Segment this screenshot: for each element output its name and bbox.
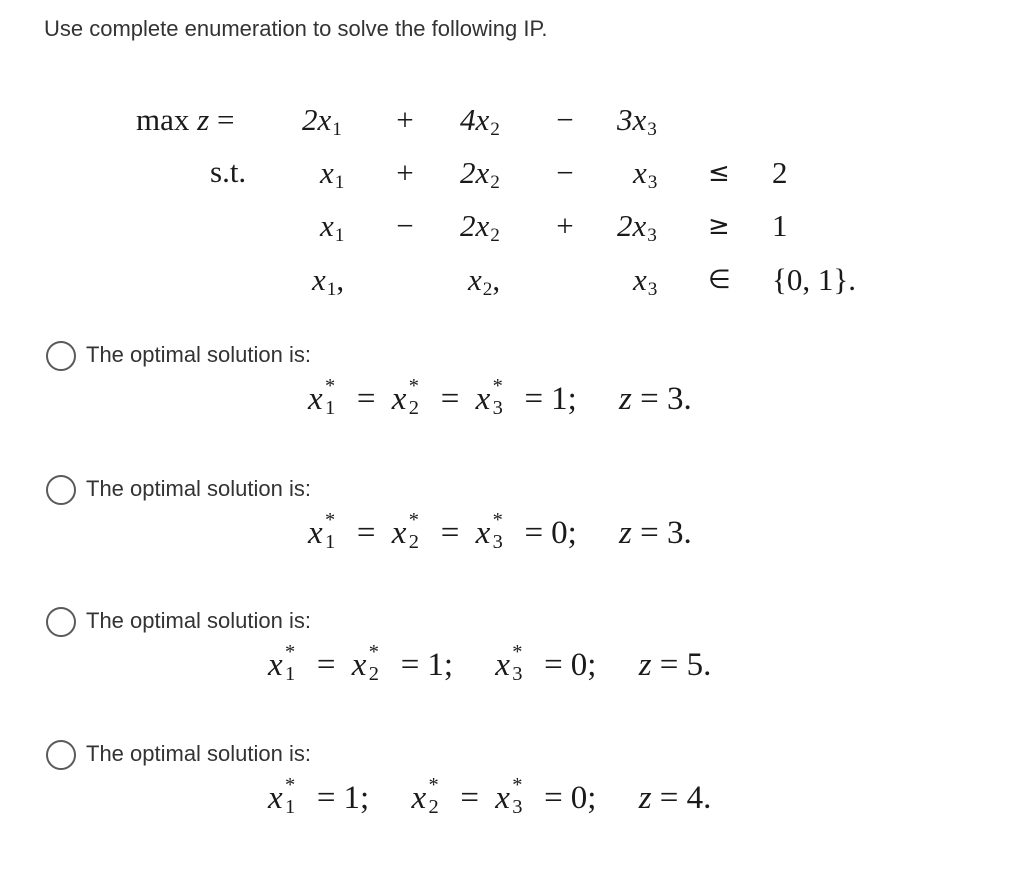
c2-op-2: + [556, 208, 574, 243]
objective-term-3: $3x_3$ [617, 102, 657, 141]
option-4-label: The optimal solution is: [86, 741, 311, 766]
c2-op-1: − [396, 208, 414, 243]
option-2-solution: x * 1 = x * 2 = x * 3 = 0; z = 3. [308, 509, 692, 553]
objective-term-2: $4x_2$ [460, 102, 500, 141]
domain-var-2: $x_2$, [468, 262, 501, 301]
option-4-solution: x * 1 = 1; x * 2 = x * 3 = 0; z = 4. [268, 774, 712, 818]
c2-relation: ≥ [708, 211, 730, 241]
domain-var-1: $x_1$, [312, 262, 345, 301]
domain-var-3: $x_3$ [633, 262, 658, 301]
c2-term-2: $2x_2$ [460, 208, 500, 247]
c2-term-3: $2x_3$ [617, 208, 657, 247]
answer-option-4[interactable] [44, 740, 944, 850]
c1-op-1: + [396, 155, 414, 190]
c1-op-2: − [556, 155, 574, 190]
answer-option-2[interactable] [44, 475, 944, 585]
c1-term-3: $x_3$ [633, 155, 658, 194]
option-2-label: The optimal solution is: [86, 476, 311, 501]
objective-op-1: + [396, 102, 414, 137]
subject-to-label: s.t. [210, 154, 247, 189]
answer-option-3[interactable] [44, 607, 944, 717]
answer-option-1[interactable] [44, 341, 944, 451]
domain-set: {0, 1}. [772, 262, 857, 297]
c1-term-2: $2x_2$ [460, 155, 500, 194]
c1-rhs: 2 [772, 155, 788, 190]
objective-term-1: $2x_1$ [302, 102, 342, 141]
c1-term-1: $x_1$ [320, 155, 345, 194]
option-1-radio[interactable] [46, 341, 76, 371]
option-1-label: The optimal solution is: [86, 342, 311, 367]
option-3-radio[interactable] [46, 607, 76, 637]
option-3-solution: x * 1 = x * 2 = 1; x * 3 = 0; z = 5. [268, 641, 712, 685]
option-2-radio[interactable] [46, 475, 76, 505]
objective-label: max z = [136, 102, 235, 137]
domain-relation: ∈ [708, 265, 731, 295]
c2-rhs: 1 [772, 208, 788, 243]
question-prompt: Use complete enumeration to solve the following IP. [44, 16, 548, 41]
c1-relation: ≤ [708, 158, 730, 188]
c2-term-1: $x_1$ [320, 208, 345, 247]
objective-op-2: − [556, 102, 574, 137]
integer-program [0, 96, 1024, 316]
option-4-radio[interactable] [46, 740, 76, 770]
option-3-label: The optimal solution is: [86, 608, 311, 633]
option-1-solution: x * 1 = x * 2 = x * 3 = 1; z = 3. [308, 375, 692, 419]
